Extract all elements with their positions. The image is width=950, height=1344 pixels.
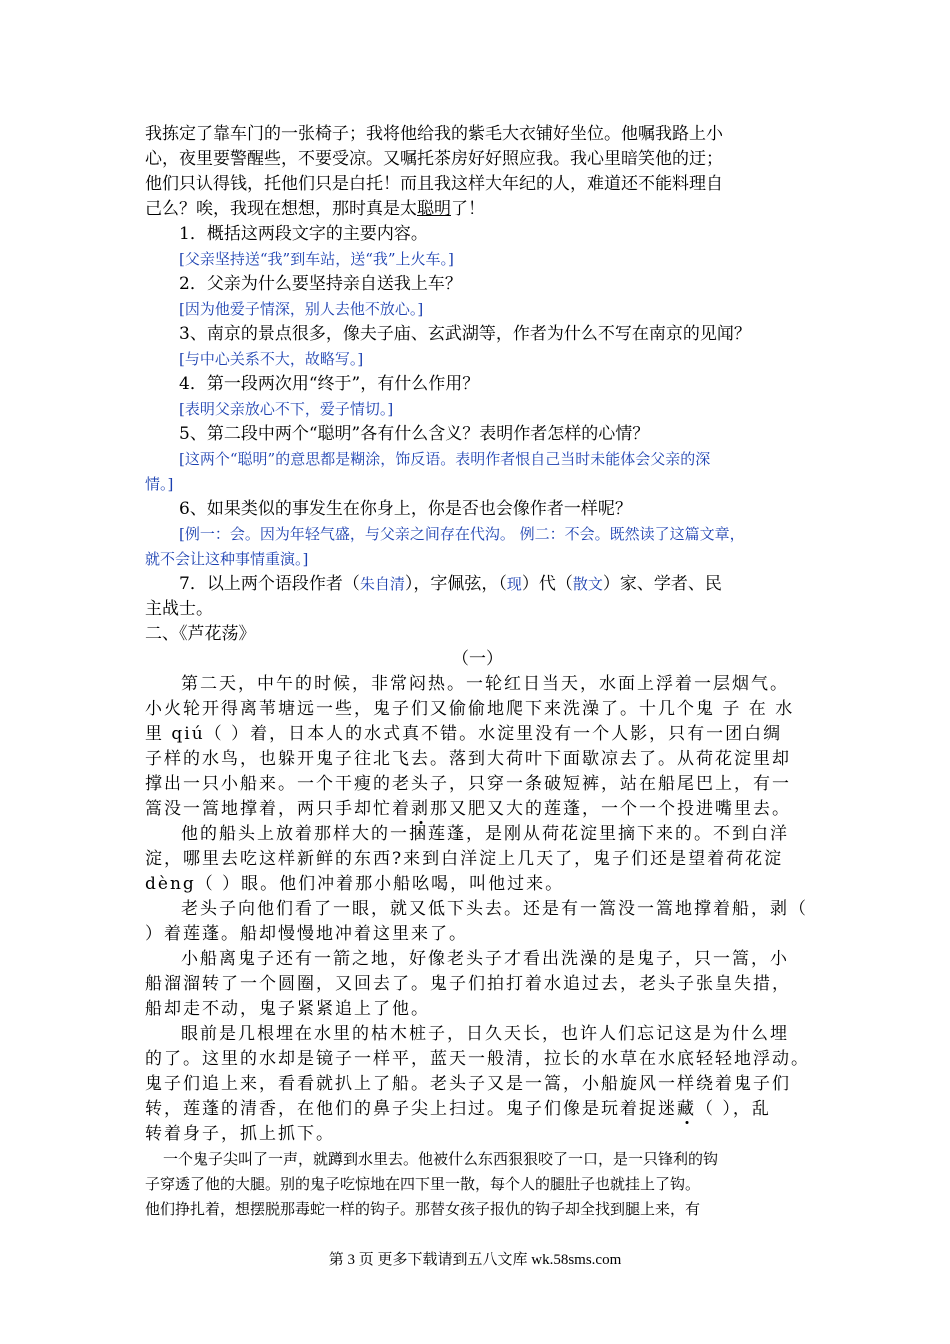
answer-author: 朱自清 — [359, 575, 405, 593]
question-2: 2．父亲为什么要坚持亲自送我上车？ — [179, 274, 462, 294]
story-line: 里 qiú（ ）着，日本人的水式真不错。水淀里没有一个人影，只有一团白绸 — [145, 724, 783, 744]
answer-4: [表明父亲放心不下，爱子情切。] — [179, 400, 394, 418]
text-run: ）家、学者、民 — [602, 574, 722, 594]
question-7 — [145, 572, 810, 597]
story-line — [145, 1097, 810, 1122]
story-line: 老头子向他们看了一眼，就又低下头去。还是有一篙没一篙地撑着船，剥（ — [181, 899, 808, 919]
question-4: 4．第一段两次用“终于”，有什么作用？ — [179, 374, 480, 394]
document-body — [145, 122, 810, 1222]
question-3: 3、南京的景点很多，像夫子庙、玄武湖等，作者为什么不写在南京的见闻？ — [179, 324, 751, 344]
paragraph-line — [145, 197, 810, 222]
text-run: 7．以上两个语段作者（ — [179, 574, 360, 594]
answer-5-cont: 情。] — [145, 475, 174, 493]
answer-genre: 散文 — [572, 575, 603, 593]
text-run: 那又肥又大的莲蓬，一个一个投进嘴里去。 — [430, 799, 791, 819]
story-line: 淀，哪里去吃这样新鲜的东西?来到白洋淀上几天了，鬼子们还是望着荷花淀 — [145, 849, 784, 869]
question-5: 5、第二段中两个“聪明”各有什么含义？表明作者怎样的心情？ — [179, 424, 650, 444]
answer-1: [父亲坚持送“我”到车站，送“我”上火车。] — [179, 250, 454, 268]
paragraph-line: 他们只认得钱，托他们只是白托！而且我这样大年纪的人，难道还不能料理自 — [145, 174, 723, 194]
question-7-cont: 主战士。 — [145, 599, 213, 619]
text-run: ）代（ — [521, 574, 573, 594]
story-line: 他们挣扎着，想摆脱那毒蛇一样的钩子。那替女孩子报仇的钩子却全找到腿上来，有 — [145, 1200, 701, 1218]
question-6: 6、如果类似的事发生在你身上，你是否也会像作者一样呢？ — [179, 499, 632, 519]
subsection-heading: （一） — [452, 649, 503, 669]
emphasis-char: 剥 — [411, 799, 430, 819]
underlined-word: 聪明 — [417, 199, 451, 219]
answer-5: [这两个“聪明”的意思都是糊涂，饰反语。表明作者恨自己当时未能体会父亲的深 — [179, 450, 711, 468]
story-line: ）着莲蓬。船却慢慢地冲着这里来了。 — [145, 924, 468, 944]
story-line: 子穿透了他的大腿。别的鬼子吃惊地在四下里一散，每个人的腿肚子也就挂上了钩。 — [145, 1175, 701, 1193]
paragraph-line: 心，夜里要警醒些，不要受凉。又嘱托茶房好好照应我。我心里暗笑他的迂； — [145, 149, 723, 169]
story-line: 撑出一只小船来。一个干瘦的老头子，只穿一条破短裤，站在船尾巴上，有一 — [145, 774, 791, 794]
story-line — [145, 797, 810, 822]
story-line: 子样的水鸟，也躲开鬼子往北飞去。落到大荷叶下面歇凉去了。从荷花淀里却 — [145, 749, 791, 769]
text-run: 转，莲蓬的清香，在他们的鼻子尖上扫过。鬼子们像是玩着捉迷 — [145, 1099, 677, 1119]
answer-era: 现 — [506, 575, 522, 593]
story-line: 他的船头上放着那样大的一捆莲蓬，是刚从荷花淀里摘下来的。不到白洋 — [181, 824, 789, 844]
paragraph-line: 我拣定了靠车门的一张椅子；我将他给我的紫毛大衣铺好坐位。他嘱我路上小 — [145, 124, 723, 144]
page-footer: 第 3 页 更多下载请到五八文库 wk.58sms.com — [328, 1252, 622, 1268]
answer-6-cont: 就不会让这种事情重演。] — [145, 550, 309, 568]
text-run: ），字佩弦，（ — [404, 574, 507, 594]
text-run: 己么？唉，我现在想想，那时真是太 — [145, 199, 417, 219]
story-line: 的了。这里的水却是镜子一样平，蓝天一般清，拉长的水草在水底轻轻地浮动。 — [145, 1049, 810, 1069]
text-run: （ ），乱 — [696, 1099, 771, 1119]
story-line: 眼前是几根埋在水里的枯木桩子，日久天长，也许人们忘记这是为什么埋 — [181, 1024, 789, 1044]
story-line: 船溜溜转了一个圆圈，又回去了。鬼子们拍打着水追过去，老头子张皇失措， — [145, 974, 791, 994]
answer-6: [例一：会。因为年轻气盛，与父亲之间存在代沟。 例二：不会。既然读了这篇文章， — [179, 525, 745, 543]
text-run: 篙没一篙地撑着，两只手却忙着 — [145, 799, 411, 819]
question-1: 1．概括这两段文字的主要内容。 — [179, 224, 428, 244]
story-line: 船却走不动，鬼子紧紧追上了他。 — [145, 999, 430, 1019]
story-line: dèng（ ）眼。他们冲着那小船吆喝，叫他过来。 — [145, 874, 565, 894]
answer-2: [因为他爱子情深，别人去他不放心。] — [179, 300, 424, 318]
story-line: 小火轮开得离苇塘远一些，鬼子们又偷偷地爬下来洗澡了。十几个鬼 子 在 水 — [145, 699, 795, 719]
story-line: 小船离鬼子还有一箭之地，好像老头子才看出洗澡的是鬼子，只一篙，小 — [181, 949, 789, 969]
story-line: 第二天，中午的时候，非常闷热。一轮红日当天，水面上浮着一层烟气。 — [181, 674, 789, 694]
story-line: 一个鬼子尖叫了一声，就蹲到水里去。他被什么东西狠狠咬了一口，是一只锋利的钩 — [163, 1150, 719, 1168]
story-line: 鬼子们追上来，看看就扒上了船。老头子又是一篙，小船旋风一样绕着鬼子们 — [145, 1074, 791, 1094]
text-run: 了！ — [451, 199, 485, 219]
emphasis-char: 藏 — [677, 1099, 696, 1119]
story-line: 转着身子，抓上抓下。 — [145, 1124, 335, 1144]
section-heading: 二、《芦花荡》 — [145, 624, 256, 644]
answer-3: [与中心关系不大，故略写。] — [179, 350, 364, 368]
